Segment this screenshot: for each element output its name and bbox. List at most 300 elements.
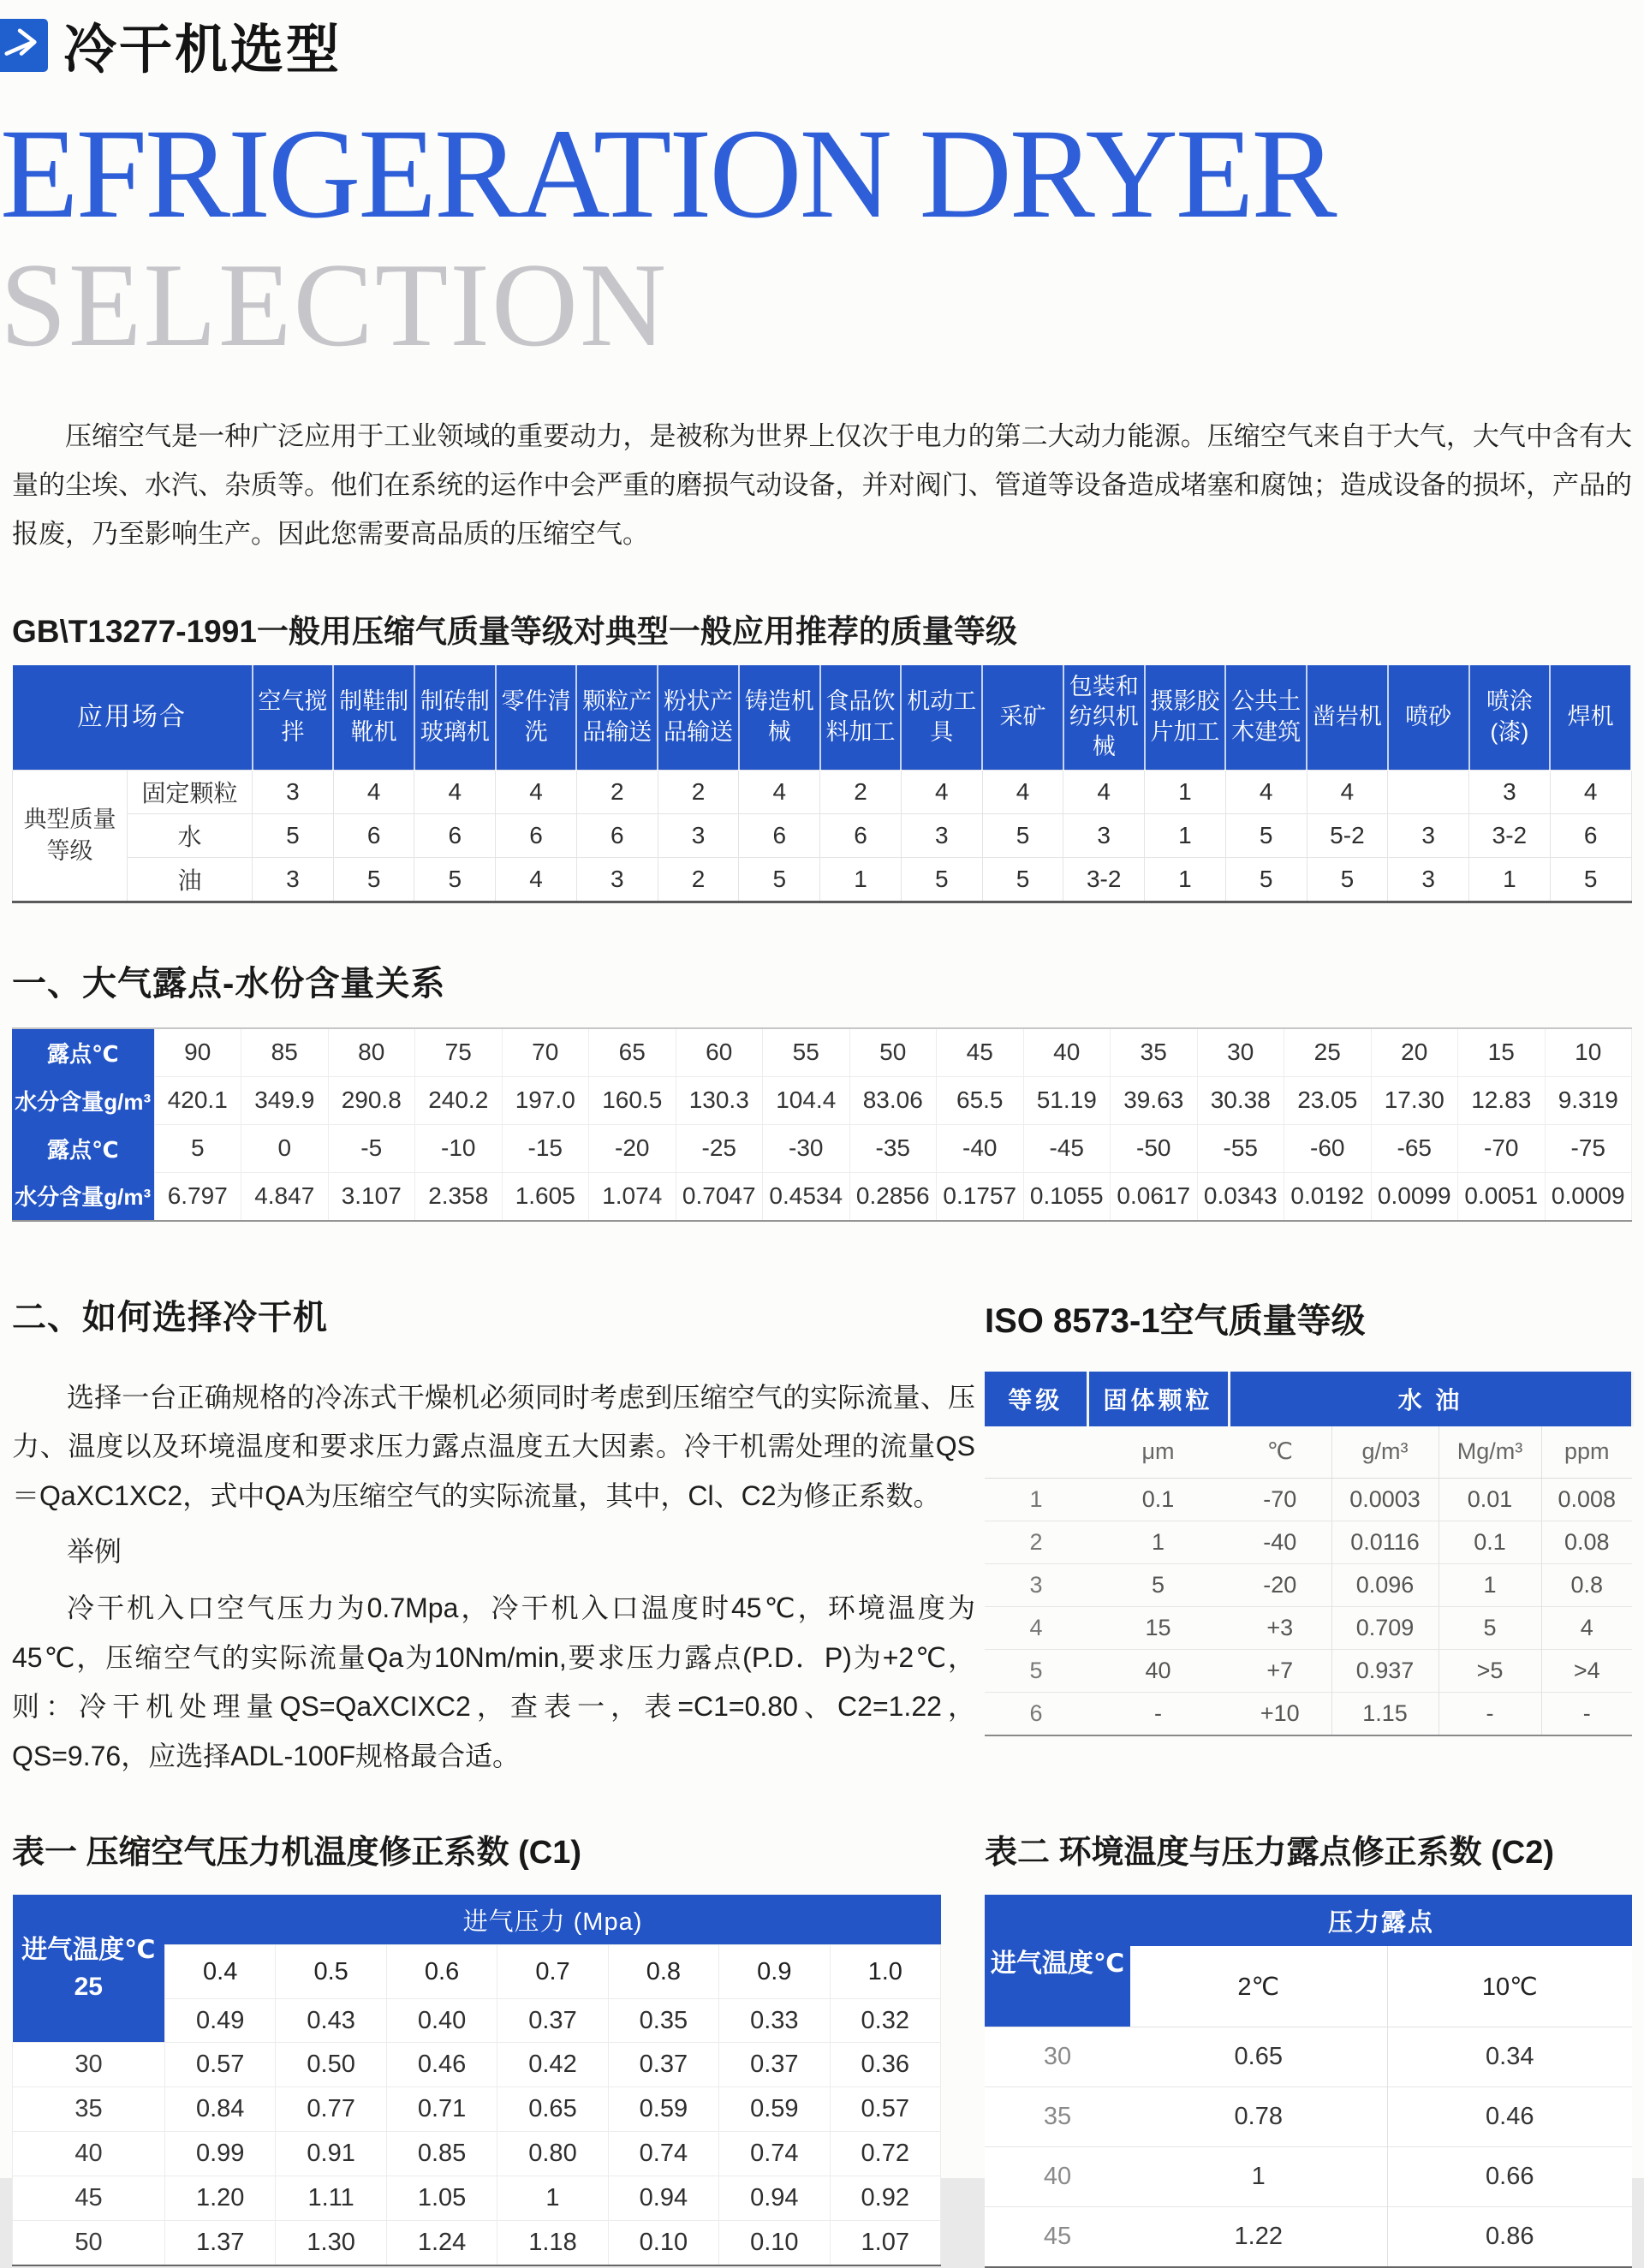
section2-paragraph-2: 举例: [67, 1536, 122, 1568]
row-label: 30: [13, 2043, 165, 2087]
table-cell: 3: [1469, 770, 1551, 813]
table-cell: 5: [739, 857, 820, 902]
table-cell: 5: [1225, 813, 1307, 857]
table-cell: 包装和纺织机械: [1063, 665, 1145, 771]
table-cell: [1388, 770, 1469, 813]
table-cell: 1.15: [1331, 1692, 1438, 1735]
table-cell: 1: [497, 2176, 608, 2221]
table-cell: -55: [1197, 1124, 1284, 1172]
row-label: 50: [13, 2221, 165, 2266]
table-cell: +3: [1229, 1606, 1331, 1649]
table-cell: 2℃: [1130, 1946, 1387, 2027]
table-cell: -: [1541, 1692, 1632, 1735]
table-cell: 0.7047: [676, 1172, 763, 1221]
table-cell: -65: [1371, 1124, 1458, 1172]
row-label: 水: [128, 813, 253, 857]
table-row: [985, 1521, 1632, 1563]
corner-header: 进气温度℃: [985, 1895, 1130, 2027]
table-header-row: [13, 1895, 941, 1945]
table-cell: 6: [414, 813, 496, 857]
table-cell: -20: [589, 1124, 676, 1172]
table-cell: 凿岩机: [1307, 665, 1388, 771]
table-cell: >5: [1438, 1649, 1541, 1692]
table-cell: 0.80: [497, 2132, 608, 2176]
table-cell: 0.65: [1130, 2027, 1387, 2087]
table-cell: 5: [1550, 857, 1631, 902]
table-cell: 0.57: [830, 2087, 940, 2132]
table-cell: 0.71: [386, 2087, 497, 2132]
table-row: [13, 2087, 941, 2132]
table-cell: 制砖制玻璃机: [414, 665, 496, 771]
table-cell: 1.605: [502, 1172, 589, 1221]
table-cell: 0.46: [386, 2043, 497, 2087]
english-title-line2: SELECTION: [0, 238, 669, 372]
table-cell: 6: [333, 813, 414, 857]
table-cell: 0.0192: [1284, 1172, 1372, 1221]
table-row: [985, 2087, 1632, 2147]
table-cell: 30.38: [1197, 1076, 1284, 1124]
table-cell: 4: [1541, 1606, 1632, 1649]
table-cell: +10: [1229, 1692, 1331, 1735]
table-cell: 0.937: [1331, 1649, 1438, 1692]
corner-header: 应用场合: [13, 665, 253, 771]
table-cell: ppm: [1541, 1426, 1632, 1479]
table-cell: 0.66: [1387, 2147, 1632, 2207]
table-cell: 35: [1111, 1028, 1198, 1077]
table-cell: 197.0: [502, 1076, 589, 1124]
table-row: [985, 1606, 1632, 1649]
table-cell: 10: [1545, 1028, 1632, 1077]
table-row: [12, 1076, 1632, 1124]
row-label: 45: [13, 2176, 165, 2221]
units-row: [985, 1426, 1632, 1479]
table-cell: 130.3: [676, 1076, 763, 1124]
table-cell: 0.37: [719, 2043, 830, 2087]
table-cell: 75: [415, 1028, 503, 1077]
particles-header: 固体颗粒: [1087, 1372, 1229, 1426]
table-cell: 0.096: [1331, 1563, 1438, 1606]
table-cell: 1: [1145, 770, 1226, 813]
table-cell: 喷砂: [1388, 665, 1469, 771]
table-cell: 2.358: [415, 1172, 503, 1221]
table-cell: 0.77: [276, 2087, 386, 2132]
table-cell: 85: [241, 1028, 329, 1077]
table-cell: -70: [1263, 1485, 1297, 1512]
table-cell: 0.42: [497, 2043, 608, 2087]
table-cell: 4: [496, 770, 577, 813]
row-label: 40: [985, 2147, 1130, 2207]
table-cell: 0.72: [830, 2132, 940, 2176]
table-cell: 3.107: [328, 1172, 415, 1221]
table-cell: 2: [658, 770, 739, 813]
table-cell: 5: [1087, 1563, 1229, 1606]
table-cell: 颗粒产品输送: [576, 665, 658, 771]
row-label: 35: [13, 2087, 165, 2132]
dew-span-header: 压力露点: [1130, 1895, 1632, 1946]
table-cell: Mg/m³: [1438, 1426, 1541, 1479]
table-cell: 23.05: [1284, 1076, 1372, 1124]
table-cell: -70: [1458, 1124, 1546, 1172]
table-cell: 4: [333, 770, 414, 813]
table-c1-section: [12, 1825, 947, 2266]
table-cell: 1.0: [830, 1945, 940, 1999]
table-cell: 3: [901, 813, 982, 857]
table-cell: 1: [1029, 1485, 1043, 1512]
table-cell: 0.1: [1438, 1521, 1541, 1563]
row-label: 油: [128, 857, 253, 902]
table-cell: 80: [328, 1028, 415, 1077]
table-cell: 0.10: [719, 2221, 830, 2266]
row-label: 45: [985, 2207, 1130, 2268]
c1-table-title: 表一 压缩空气压力机温度修正系数 (C1): [12, 1835, 582, 1872]
section2-paragraph-3: 冷干机入口空气压力为0.7Mpa，冷干机入口温度时45℃，环境温度为45℃，压缩空气的实际流量Qa为10Nm/min,要求压力露点(P.D．P)为+2℃，则：冷干机处理量QS=QaXCIXC2，查表一，表=C1=0.80、C2=1.22，QS=9.76，应选择ADL-100F规格最合适。: [12, 1592, 975, 1771]
table-cell: 5: [1225, 857, 1307, 902]
table-cell: -: [1087, 1692, 1229, 1735]
table-cell: 0.91: [276, 2132, 386, 2176]
table-cell: 0.0051: [1458, 1172, 1546, 1221]
table-row: [12, 1172, 1632, 1221]
table-cell: 0.0009: [1545, 1172, 1632, 1221]
table-cell: 0.0116: [1331, 1521, 1438, 1563]
table-header-row: [13, 665, 1632, 771]
table-cell: 0.0343: [1197, 1172, 1284, 1221]
table-cell: 0.36: [830, 2043, 940, 2087]
table-cell: 240.2: [415, 1076, 503, 1124]
table-cell: 0.01: [1438, 1478, 1541, 1521]
table-cell: 2: [820, 770, 902, 813]
table-cell: 2: [985, 1521, 1087, 1563]
table-cell: 5: [985, 1649, 1087, 1692]
middle-two-column-area: [12, 1290, 1632, 1782]
table-cell: 0.7: [497, 1945, 608, 1999]
table-cell: 0.43: [276, 1999, 386, 2043]
table-cell: 1.37: [165, 2221, 276, 2266]
corner-header: [13, 1895, 165, 2043]
section1-title: 一、大气露点-水份含量关系: [12, 964, 446, 1003]
blank-cell: [985, 1426, 1087, 1479]
table-cell: 4: [496, 857, 577, 902]
table-cell: 0.008: [1541, 1478, 1632, 1521]
table-cell: 1.18: [497, 2221, 608, 2266]
table-cell: 0.1055: [1023, 1172, 1111, 1221]
table-cell: 4: [414, 770, 496, 813]
table-cell: 制鞋制靴机: [333, 665, 414, 771]
table-row: [985, 1563, 1632, 1606]
table-cell: 0.49: [165, 1999, 276, 2043]
c2-table-title: 表二 环境温度与压力露点修正系数 (C2): [985, 1835, 1555, 1872]
table-cell: 30: [1197, 1028, 1284, 1077]
table-cell: 12.83: [1458, 1076, 1546, 1124]
table-cell: 1: [1087, 1521, 1229, 1563]
table-cell: 0.6: [386, 1945, 497, 1999]
table-cell: 1.07: [830, 2221, 940, 2266]
table-cell: 1: [1145, 813, 1226, 857]
table-cell: μm: [1087, 1426, 1229, 1479]
table-cell: 39.63: [1111, 1076, 1198, 1124]
table-cell: 0.46: [1387, 2087, 1632, 2147]
table-row: [985, 1692, 1632, 1735]
table-cell: 食品饮料加工: [820, 665, 902, 771]
table-cell: 0.59: [719, 2087, 830, 2132]
table-cell: 0.37: [608, 2043, 718, 2087]
table-cell: 机动工具: [901, 665, 982, 771]
row-label: 40: [13, 2132, 165, 2176]
table-cell: 83.06: [849, 1076, 937, 1124]
table-cell: 0.92: [830, 2176, 940, 2221]
c2-correction-table: [985, 1895, 1632, 2268]
table-cell: -60: [1284, 1124, 1372, 1172]
table-cell: 290.8: [328, 1076, 415, 1124]
table-cell: +7: [1229, 1649, 1331, 1692]
row-label: 35: [985, 2087, 1130, 2147]
water-oil-header: 水 油: [1229, 1372, 1632, 1426]
table-cell: 3: [658, 813, 739, 857]
table-cell: 349.9: [241, 1076, 329, 1124]
table-cell: 3-2: [1063, 857, 1145, 902]
table-cell: 5: [901, 857, 982, 902]
table-cell: -75: [1545, 1124, 1632, 1172]
table-row: [985, 2207, 1632, 2268]
table-cell: -50: [1111, 1124, 1198, 1172]
table-cell: 1: [1469, 857, 1551, 902]
table-cell: g/m³: [1331, 1426, 1438, 1479]
table-cell: 摄影胶片加工: [1145, 665, 1226, 771]
table-cell: 0.4534: [763, 1172, 850, 1221]
page-title: 冷干机选型: [63, 21, 342, 80]
table-cell: 4: [1307, 770, 1388, 813]
table-cell: 3-2: [1469, 813, 1551, 857]
table-cell: 4.847: [241, 1172, 329, 1221]
table-cell: 0.9: [719, 1945, 830, 1999]
pressure-span-header: 进气压力 (Mpa): [165, 1895, 941, 1945]
table-cell: 4: [1225, 770, 1307, 813]
table-cell: 6: [576, 813, 658, 857]
table-cell: 10℃: [1387, 1946, 1632, 2027]
table-cell: 6: [985, 1692, 1087, 1735]
table-cell: 0.37: [497, 1999, 608, 2043]
table-row: [13, 2043, 941, 2087]
table-cell: -15: [502, 1124, 589, 1172]
page-header: [0, 0, 1644, 83]
table-cell: 15: [1458, 1028, 1546, 1077]
table-cell: 0.57: [165, 2043, 276, 2087]
table-cell: 1: [1145, 857, 1226, 902]
table-cell: 70: [502, 1028, 589, 1077]
table-cell: 5: [154, 1124, 241, 1172]
table-cell: 0.0099: [1371, 1172, 1458, 1221]
table-cell: 2: [658, 857, 739, 902]
table-cell: 0.33: [719, 1999, 830, 2043]
table-cell: 0.59: [608, 2087, 718, 2132]
section2-title: 二、如何选择冷干机: [12, 1298, 328, 1336]
table-cell: 1.22: [1130, 2207, 1387, 2268]
table-cell: -20: [1229, 1563, 1331, 1606]
table-cell: 1.05: [386, 2176, 497, 2221]
table-cell: 0.10: [608, 2221, 718, 2266]
row-label: 30: [985, 2027, 1130, 2087]
table-cell: 0.0617: [1111, 1172, 1198, 1221]
table-row: [985, 2147, 1632, 2207]
table-cell: 3: [253, 770, 334, 813]
table-cell: 3: [1063, 813, 1145, 857]
table-cell: 3: [1388, 857, 1469, 902]
table-cell: 4: [1063, 770, 1145, 813]
table-cell: 90: [154, 1028, 241, 1077]
table-cell: 0.1: [1141, 1485, 1175, 1512]
table-cell: 0.8: [1541, 1563, 1632, 1606]
table-cell: 0.50: [276, 2043, 386, 2087]
table-cell: 0.8: [608, 1945, 718, 1999]
table-cell: 3: [576, 857, 658, 902]
table-cell: 0.5: [276, 1945, 386, 1999]
table-cell: 0.74: [719, 2132, 830, 2176]
table-header-row: [985, 1895, 1632, 1946]
bottom-two-column-area: [12, 1825, 1632, 2268]
intro-paragraph: 压缩空气是一种广泛应用于工业领域的重要动力，是被称为世界上仅次于电力的第二大动力能源。压缩空气来自于大气，大气中含有大量的尘埃、水汽、杂质等。他们在系统的运作中会严重的磨损气动设备，并对阀门、管道等设备造成堵塞和腐蚀；造成设备的损坏，产品的报废，乃至影响生产。因此您需要高品质的压缩空气。: [12, 420, 1632, 550]
table-cell: >4: [1541, 1649, 1632, 1692]
table-cell: 5: [414, 857, 496, 902]
table-cell: 160.5: [589, 1076, 676, 1124]
table-row: [12, 1124, 1632, 1172]
table-cell: 0.709: [1331, 1606, 1438, 1649]
table-cell: 喷涂(漆): [1469, 665, 1551, 771]
table-cell: 1.30: [276, 2221, 386, 2266]
table-cell: 17.30: [1371, 1076, 1458, 1124]
table-cell: 6: [739, 813, 820, 857]
table-cell: 104.4: [763, 1076, 850, 1124]
table-cell: 65.5: [937, 1076, 1024, 1124]
table-cell: 15: [1087, 1606, 1229, 1649]
table-cell: 0.86: [1387, 2207, 1632, 2268]
table-cell: 4: [739, 770, 820, 813]
table-cell: 4: [901, 770, 982, 813]
gb-table-title: GB\T13277-1991一般用压缩气质量等级对典型一般应用推荐的质量等级: [12, 613, 1017, 649]
table-cell: 0.08: [1541, 1521, 1632, 1563]
iso-quality-section: [985, 1290, 1632, 1736]
how-to-select-section: [12, 1290, 975, 1782]
table-cell: 9.319: [1545, 1076, 1632, 1124]
table-cell: 40: [1023, 1028, 1111, 1077]
table-cell: -45: [1023, 1124, 1111, 1172]
table-cell: 5: [253, 813, 334, 857]
table-cell: -40: [1229, 1521, 1331, 1563]
table-cell: 0.4: [165, 1945, 276, 1999]
table-cell: 65: [589, 1028, 676, 1077]
table-cell: 1: [1130, 2147, 1387, 2207]
table-cell: -35: [849, 1124, 937, 1172]
table-cell: 1.074: [589, 1172, 676, 1221]
table-cell: -40: [937, 1124, 1024, 1172]
row-label: 固定颗粒: [128, 770, 253, 813]
table-cell: -5: [328, 1124, 415, 1172]
table-cell: 5-2: [1307, 813, 1388, 857]
table-cell: 1.24: [386, 2221, 497, 2266]
table-cell: 60: [676, 1028, 763, 1077]
table-row: [13, 2221, 941, 2266]
table-cell: 铸造机械: [739, 665, 820, 771]
table-cell: 0.84: [165, 2087, 276, 2132]
table-cell: 50: [849, 1028, 937, 1077]
table-cell: 0.65: [497, 2087, 608, 2132]
row-label: 露点℃: [12, 1028, 154, 1077]
table-cell: 0.78: [1130, 2087, 1387, 2147]
table-cell: 20: [1371, 1028, 1458, 1077]
table-cell: 5: [982, 857, 1063, 902]
table-cell: 0.2856: [849, 1172, 937, 1221]
table-row: [985, 1649, 1632, 1692]
section2-paragraph-1: 选择一台正确规格的冷冻式干燥机必须同时考虑到压缩空气的实际流量、压力、温度以及环境温度和要求压力露点温度五大因素。冷干机需处理的流量QS＝QaXC1XC2，式中QA为压缩空气的实际流量，其中，Cl、C2为修正系数。: [12, 1381, 975, 1511]
table-row: [13, 2176, 941, 2221]
table-cell: 6: [1550, 813, 1631, 857]
table-cell: 0.94: [608, 2176, 718, 2221]
table-cell: 5: [333, 857, 414, 902]
corner-line2: 25: [74, 1973, 103, 2002]
table-row: [13, 813, 1632, 857]
table-header-row: [985, 1372, 1632, 1426]
table-cell: 粉状产品输送: [658, 665, 739, 771]
table-cell: 0.40: [386, 1999, 497, 2043]
table-row: [985, 2027, 1632, 2087]
table-cell: 3: [253, 857, 334, 902]
table-cell: 51.19: [1023, 1076, 1111, 1124]
grade-header: 等级: [985, 1372, 1087, 1426]
table-cell: 45: [937, 1028, 1024, 1077]
table-cell: -25: [676, 1124, 763, 1172]
table-cell: 4: [982, 770, 1063, 813]
table-cell: 0.34: [1387, 2027, 1632, 2087]
row-label: 水分含量g/m³: [12, 1172, 154, 1221]
table-cell: 0.85: [386, 2132, 497, 2176]
table-cell: 1: [820, 857, 902, 902]
table-cell: 0.74: [608, 2132, 718, 2176]
table-cell: 6: [820, 813, 902, 857]
table-cell: 6: [496, 813, 577, 857]
table-cell: 55: [763, 1028, 850, 1077]
table-cell: 1.11: [276, 2176, 386, 2221]
english-title-line1: EFRIGERATION DRYER: [0, 103, 1335, 245]
table-cell: 焊机: [1550, 665, 1631, 771]
table-cell: 0.94: [719, 2176, 830, 2221]
table-cell: 3: [985, 1563, 1087, 1606]
iso-air-quality-table: [985, 1372, 1634, 1736]
table-cell: 0.35: [608, 1999, 718, 2043]
row-label: 露点℃: [12, 1124, 154, 1172]
table-cell: 0.32: [830, 1999, 940, 2043]
gb-quality-grade-table: [12, 665, 1632, 903]
table-cell: 0.1757: [937, 1172, 1024, 1221]
table-cell: 5: [1307, 857, 1388, 902]
table-cell: 0.0003: [1331, 1478, 1438, 1521]
table-cell: 3: [1388, 813, 1469, 857]
table-cell: 零件清洗: [496, 665, 577, 771]
table-cell: 5: [982, 813, 1063, 857]
table-row: [13, 857, 1632, 902]
table-cell: 40: [1087, 1649, 1229, 1692]
table-row: [13, 2132, 941, 2176]
iso-table-title: ISO 8573-1空气质量等级: [985, 1301, 1366, 1340]
table-row: [12, 1028, 1632, 1077]
table-cell: ℃: [1229, 1426, 1331, 1479]
table-cell: 4: [1550, 770, 1631, 813]
table-cell: 采矿: [982, 665, 1063, 771]
table-cell: -10: [415, 1124, 503, 1172]
table-c2-section: [985, 1825, 1632, 2268]
row-label: 水分含量g/m³: [12, 1076, 154, 1124]
table-cell: 4: [985, 1606, 1087, 1649]
c1-correction-table: [12, 1895, 941, 2266]
table-cell: 0.99: [165, 2132, 276, 2176]
table-row: [985, 1478, 1632, 1521]
